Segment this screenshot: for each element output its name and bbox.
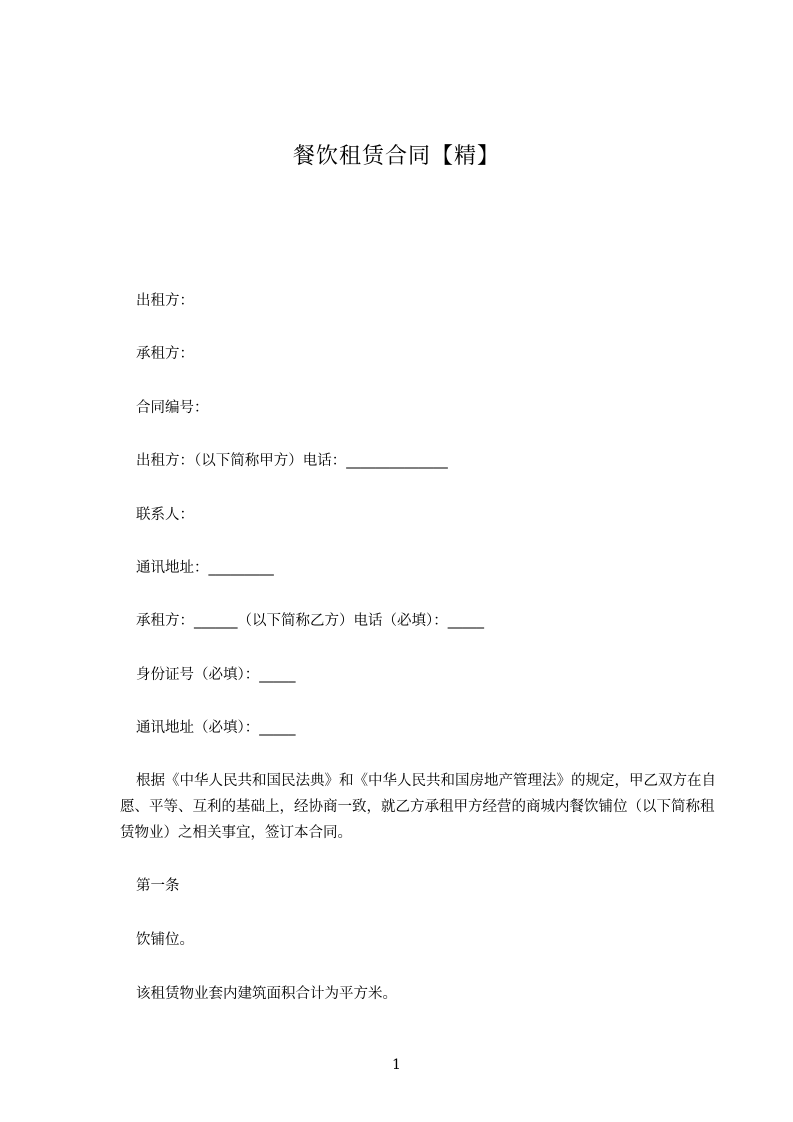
article-line: 饮铺位。 bbox=[136, 932, 194, 948]
article-line: 该租赁物业套内建筑面积合计为平方米。 bbox=[136, 986, 397, 1002]
id-number-field: 身份证号（必填）：_____ bbox=[136, 667, 296, 683]
document-title: 餐饮租赁合同【精】 bbox=[292, 144, 500, 169]
article-heading: 第一条 bbox=[136, 878, 180, 894]
lessee-field: 承租方： bbox=[136, 346, 194, 362]
lessee-phone-field: 承租方：______（以下简称乙方）电话（必填）：_____ bbox=[136, 613, 484, 629]
contact-person-field: 联系人： bbox=[136, 507, 194, 523]
lessor-field: 出租方： bbox=[136, 293, 194, 309]
preamble-paragraph: 根据《中华人民共和国民法典》和《中华人民共和国房地产管理法》的规定，甲乙双方在自愿、平等、互利的基础上，经协商一致，就乙方承租甲方经营的商城内餐饮铺位（以下简称租赁物业）之相关事宜，签订本合同。 bbox=[120, 773, 716, 841]
lessee-address-field: 通讯地址（必填）：_____ bbox=[136, 720, 296, 736]
lessor-phone-field: 出租方：（以下简称甲方）电话：______________ bbox=[136, 453, 448, 469]
contract-number-field: 合同编号： bbox=[136, 400, 209, 416]
page-number: 1 bbox=[392, 1057, 401, 1073]
lessor-address-field: 通讯地址：_________ bbox=[136, 560, 274, 576]
